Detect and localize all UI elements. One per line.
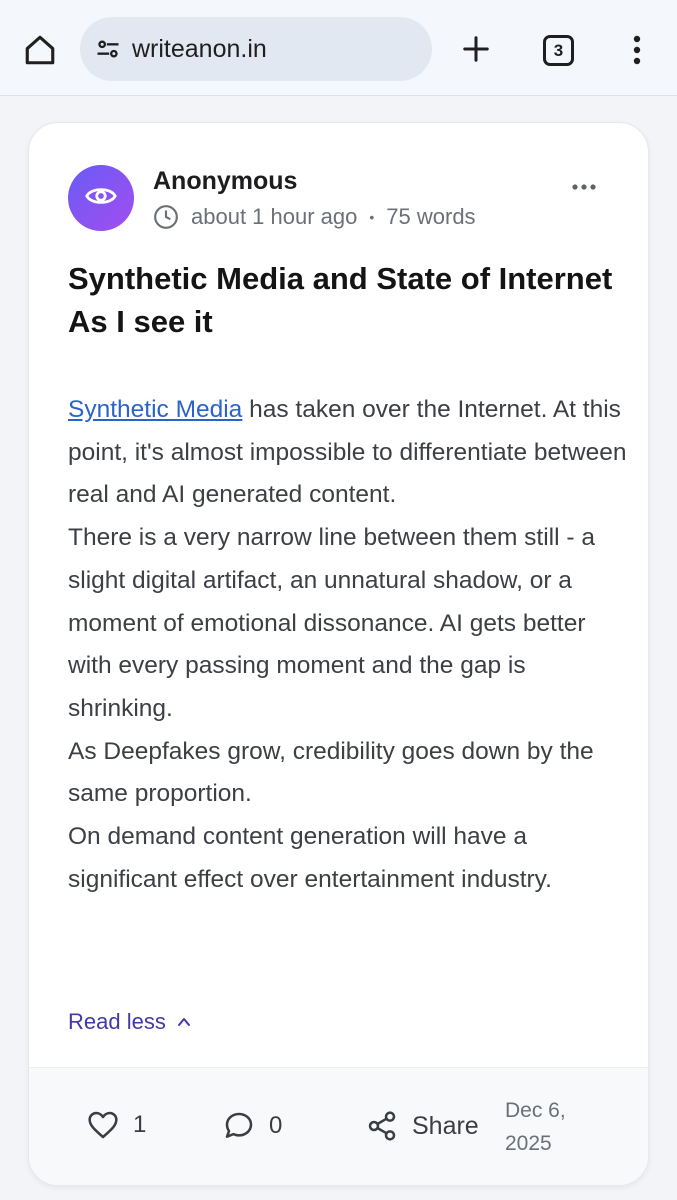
post-footer [29,1067,649,1186]
address-bar[interactable] [80,17,432,81]
read-less-button[interactable] [68,1009,192,1035]
read-less-label: Read less [68,1009,166,1034]
comment-icon [223,1110,255,1142]
post-body [68,389,628,901]
tab-switcher-button[interactable] [543,35,574,66]
word-count: 75 words [386,204,476,229]
clock-icon [153,204,179,230]
comment-count: 0 [269,1112,283,1139]
meta-separator: • [369,209,375,225]
time-ago: about 1 hour ago [191,204,358,229]
comment-button[interactable] [223,1110,282,1142]
like-button[interactable] [87,1110,146,1140]
home-icon[interactable] [20,30,60,70]
body-paragraph: As Deepfakes grow, credibility goes down by the same proportion. [68,737,594,808]
share-icon [366,1110,398,1142]
body-paragraph [68,389,628,517]
post-card [28,122,649,1186]
post-meta [153,204,476,230]
plus-icon[interactable] [457,30,495,68]
eye-icon [84,179,118,218]
tune-icon[interactable] [92,33,124,65]
browser-toolbar [0,0,677,96]
body-paragraph: On demand content generation will have a significant effect over entertainment industry. [68,823,552,893]
more-horizontal-icon[interactable] [569,177,599,197]
share-button[interactable] [366,1110,479,1142]
avatar [68,165,134,231]
post-date: Dec 6, 2025 [505,1099,566,1155]
heart-icon [87,1110,119,1140]
chevron-up-icon [176,1014,192,1030]
body-text-segment: has taken over the Internet. At this point, it's almost impossible to differentiate between real and AI generated content. [68,396,627,509]
author-name: Anonymous [153,167,298,195]
share-label: Share [412,1111,479,1140]
tab-count: 3 [553,40,564,60]
body-paragraph: There is a very narrow line between them still - a slight digital artifact, an unnatural shadow, or a moment of emotional dissonance. AI gets better with every passing moment and the gap is shrinking. [68,524,595,722]
like-count: 1 [133,1111,147,1138]
more-vertical-icon[interactable] [626,32,648,68]
synthetic-media-link[interactable]: Synthetic Media [68,396,243,423]
post-title: Synthetic Media and State of Internet As I see it [68,261,613,339]
url-text: writeanon.in [132,34,267,63]
